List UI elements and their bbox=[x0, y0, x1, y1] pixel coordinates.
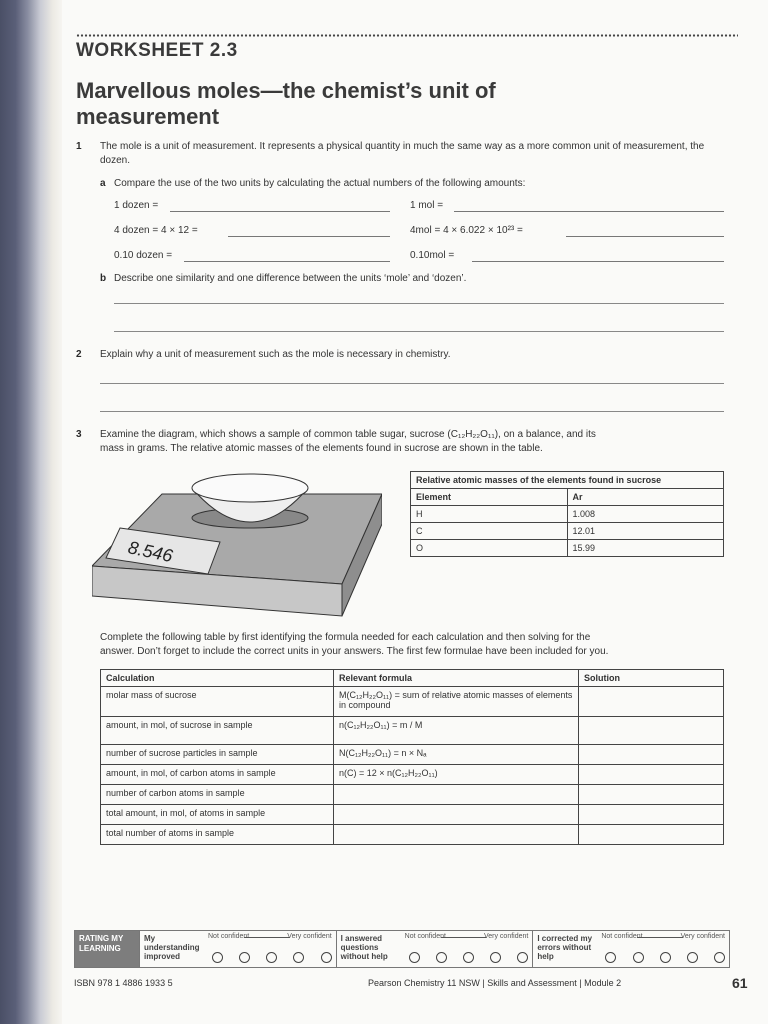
answer-line[interactable] bbox=[170, 211, 390, 212]
rating-radio[interactable] bbox=[517, 952, 528, 963]
scale-high: Very confident bbox=[483, 933, 529, 940]
rating-radio[interactable] bbox=[293, 952, 304, 963]
isbn: ISBN 978 1 4886 1933 5 bbox=[74, 978, 173, 988]
q1b-text: Describe one similarity and one difference between the units ‘mole’ and ‘dozen’. bbox=[114, 273, 467, 284]
ram-col-ar: Ar bbox=[567, 489, 724, 506]
rating-radio[interactable] bbox=[633, 952, 644, 963]
scale-high: Very confident bbox=[287, 933, 332, 940]
element-cell: H bbox=[411, 506, 568, 523]
q3-text-1: Examine the diagram, which shows a sample of common table sugar, sucrose (C₁₂H₂₂O₁₁), on a balance, and its bbox=[100, 429, 596, 440]
rating-radio[interactable] bbox=[463, 952, 474, 963]
arrow-icon bbox=[244, 937, 290, 938]
calc-cell: amount, in mol, of sucrose in sample bbox=[101, 717, 334, 745]
rating-radio[interactable] bbox=[321, 952, 332, 963]
q1a-left-2: 4 dozen = 4 × 12 = bbox=[114, 225, 198, 236]
q1b-label: b bbox=[100, 273, 107, 284]
table-row bbox=[101, 825, 724, 845]
q2-text: Explain why a unit of measurement such as the mole is necessary in chemistry. bbox=[100, 349, 451, 360]
formula-cell: n(C₁₂H₂₂O₁₁) = m / M bbox=[334, 717, 579, 745]
col-solution: Solution bbox=[579, 670, 724, 687]
answer-line[interactable] bbox=[100, 411, 724, 412]
ar-cell: 15.99 bbox=[567, 540, 724, 557]
scale-low: Not confident bbox=[404, 933, 446, 940]
solution-cell[interactable] bbox=[579, 745, 724, 765]
answer-line[interactable] bbox=[184, 261, 390, 262]
rating-my-learning bbox=[74, 930, 730, 968]
rating-radio[interactable] bbox=[660, 952, 671, 963]
q1-number: 1 bbox=[76, 141, 82, 152]
book-title: Pearson Chemistry 11 NSW | Skills and Assessment | Module 2 bbox=[368, 978, 622, 988]
q1a-left-1: 1 dozen = bbox=[114, 200, 159, 211]
calc-cell: total number of atoms in sample bbox=[101, 825, 334, 845]
table-row bbox=[101, 785, 724, 805]
rating-radio[interactable] bbox=[490, 952, 501, 963]
formula-cell: N(C₁₂H₂₂O₁₁) = n × Nₐ bbox=[334, 745, 579, 765]
answer-line[interactable] bbox=[454, 211, 724, 212]
table-row bbox=[101, 717, 724, 745]
ar-cell: 1.008 bbox=[567, 506, 724, 523]
solution-cell[interactable] bbox=[579, 687, 724, 717]
page-number: 61 bbox=[732, 975, 748, 991]
rating-scale bbox=[601, 933, 725, 940]
formula-cell[interactable] bbox=[334, 805, 579, 825]
rating-group bbox=[532, 931, 729, 967]
q3-instruction-2: answer. Don’t forget to include the correct units in your answers. The first few formulae have been included for you. bbox=[100, 646, 609, 657]
q1a-text: Compare the use of the two units by calculating the actual numbers of the following amounts: bbox=[114, 178, 526, 189]
rating-radio[interactable] bbox=[436, 952, 447, 963]
calc-cell: number of sucrose particles in sample bbox=[101, 745, 334, 765]
solution-cell[interactable] bbox=[579, 785, 724, 805]
balance-reading: 8.546 bbox=[126, 537, 175, 567]
scale-low: Not confident bbox=[208, 933, 250, 940]
solution-cell[interactable] bbox=[579, 717, 724, 745]
q2-number: 2 bbox=[76, 349, 82, 360]
rating-radio[interactable] bbox=[409, 952, 420, 963]
page-title: Marvellous moles—the chemist’s unit of measurement bbox=[76, 78, 496, 129]
element-cell: C bbox=[411, 523, 568, 540]
rating-scale bbox=[208, 933, 332, 940]
solution-cell[interactable] bbox=[579, 765, 724, 785]
worksheet-number: WORKSHEET 2.3 bbox=[76, 40, 238, 61]
calc-cell: amount, in mol, of carbon atoms in sample bbox=[101, 765, 334, 785]
worksheet-page bbox=[62, 0, 768, 1024]
answer-line[interactable] bbox=[100, 383, 724, 384]
arrow-icon bbox=[441, 937, 487, 938]
q1a-label: a bbox=[100, 178, 106, 189]
rating-radio[interactable] bbox=[605, 952, 616, 963]
rating-label: I answered questions without help bbox=[340, 934, 388, 961]
q3-text-2: mass in grams. The relative atomic masses of the elements found in sucrose are shown in the table. bbox=[100, 443, 543, 454]
rating-label: I corrected my errors without help bbox=[537, 934, 593, 961]
rating-group bbox=[336, 931, 533, 967]
rating-radio[interactable] bbox=[714, 952, 725, 963]
q1-text: The mole is a unit of measurement. It represents a physical quantity in much the same way as a more common unit of measurement, the dozen. bbox=[100, 141, 705, 166]
table-row bbox=[101, 745, 724, 765]
ar-cell: 12.01 bbox=[567, 523, 724, 540]
rating-group bbox=[139, 931, 336, 967]
scale-high: Very confident bbox=[680, 933, 726, 940]
book-binding bbox=[0, 0, 62, 1024]
calc-cell: total amount, in mol, of atoms in sample bbox=[101, 805, 334, 825]
balance-diagram bbox=[92, 466, 382, 626]
table-row bbox=[411, 523, 724, 540]
rating-radio[interactable] bbox=[239, 952, 250, 963]
rating-scale bbox=[405, 933, 529, 940]
col-calculation: Calculation bbox=[101, 670, 334, 687]
answer-line[interactable] bbox=[566, 236, 724, 237]
element-cell: O bbox=[411, 540, 568, 557]
rating-radio[interactable] bbox=[212, 952, 223, 963]
answer-line[interactable] bbox=[228, 236, 390, 237]
table-row bbox=[101, 687, 724, 717]
q3-number: 3 bbox=[76, 429, 82, 440]
answer-line[interactable] bbox=[472, 261, 724, 262]
table-row bbox=[101, 765, 724, 785]
solution-cell[interactable] bbox=[579, 825, 724, 845]
q1a-right-1: 1 mol = bbox=[410, 200, 444, 211]
rating-label: My understanding improved bbox=[144, 934, 200, 961]
ram-caption: Relative atomic masses of the elements found in sucrose bbox=[411, 472, 724, 489]
q3-instruction-1: Complete the following table by first identifying the formula needed for each calculation and then solving for the bbox=[100, 632, 591, 643]
col-formula: Relevant formula bbox=[334, 670, 579, 687]
rating-heading: RATING MY LEARNING bbox=[75, 931, 139, 967]
formula-cell[interactable] bbox=[334, 785, 579, 805]
q1a-right-3: 0.10mol = bbox=[410, 250, 455, 261]
scale-low: Not confident bbox=[601, 933, 643, 940]
formula-cell: n(C) = 12 × n(C₁₂H₂₂O₁₁) bbox=[334, 765, 579, 785]
table-row bbox=[101, 805, 724, 825]
calc-cell: number of carbon atoms in sample bbox=[101, 785, 334, 805]
rating-radio[interactable] bbox=[266, 952, 277, 963]
q1a-left-3: 0.10 dozen = bbox=[114, 250, 173, 261]
solution-cell[interactable] bbox=[579, 805, 724, 825]
q1a-right-2: 4mol = 4 × 6.022 × 10²³ = bbox=[410, 225, 523, 236]
arrow-icon bbox=[637, 937, 683, 938]
answer-line[interactable] bbox=[114, 331, 724, 332]
table-row bbox=[411, 506, 724, 523]
answer-line[interactable] bbox=[114, 303, 724, 304]
calc-cell: molar mass of sucrose bbox=[101, 687, 334, 717]
table-row bbox=[411, 540, 724, 557]
formula-cell[interactable] bbox=[334, 825, 579, 845]
formula-cell: M(C₁₂H₂₂O₁₁) = sum of relative atomic masses of elements in compound bbox=[334, 687, 579, 717]
ram-col-element: Element bbox=[411, 489, 568, 506]
atomic-mass-table bbox=[410, 471, 724, 557]
rating-radio[interactable] bbox=[687, 952, 698, 963]
dotted-rule bbox=[76, 34, 738, 37]
calculation-table bbox=[100, 669, 724, 845]
